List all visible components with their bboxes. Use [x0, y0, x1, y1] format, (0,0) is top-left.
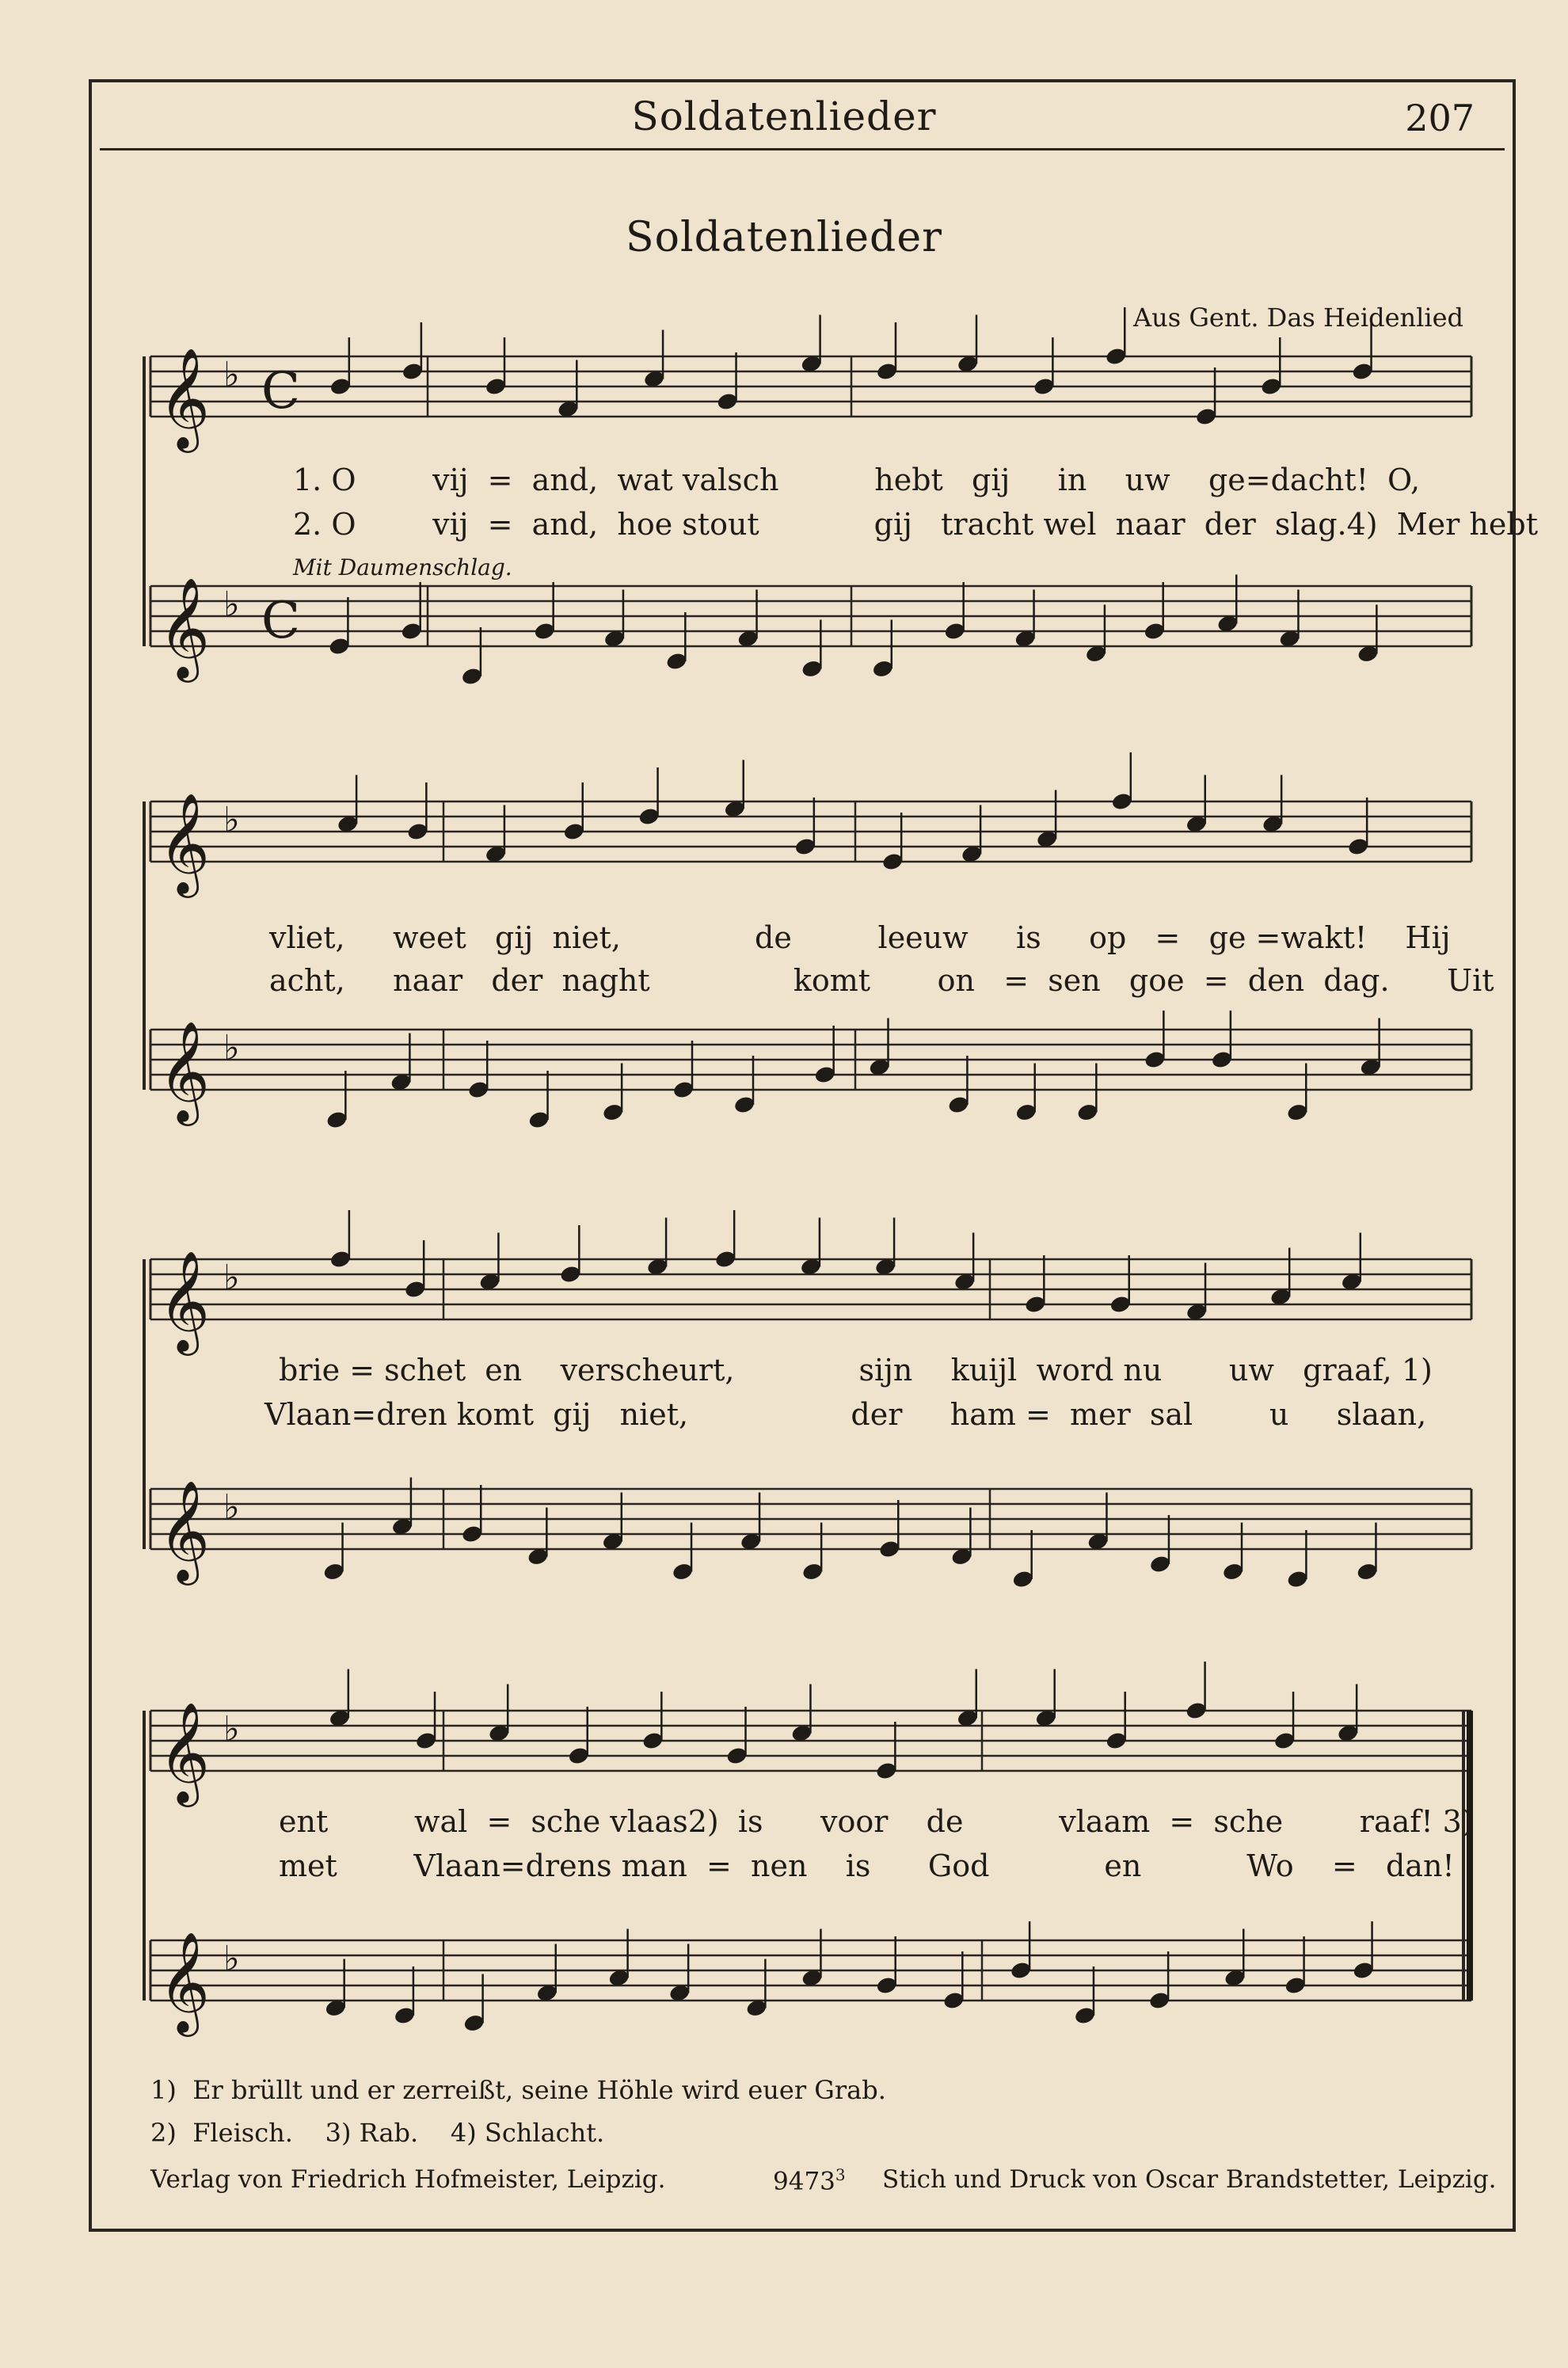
system2-verse2: acht, naar der naght komt on = sen goe = den dag. Uit — [269, 963, 1494, 998]
common-time-icon: C — [261, 592, 300, 650]
staff — [150, 1940, 1471, 2001]
treble-clef-icon: 𝄞 — [158, 347, 211, 448]
treble-clef-icon: 𝄞 — [158, 1250, 211, 1351]
final-barline — [1467, 1711, 1473, 2001]
treble-clef-icon: 𝄞 — [158, 1020, 211, 1121]
system3-verse1: brie = schet en verscheurt, sijn kuijl word nu uw graaf, 1) — [279, 1353, 1433, 1388]
staff — [144, 356, 1471, 646]
flat-icon: ♭ — [223, 584, 240, 625]
system4-verse1: ent wal = sche vlaas2) is voor de vlaam = sche raaf! 3) — [279, 1804, 1474, 1839]
printer-imprint: Stich und Druck von Oscar Brandstetter, Leipzig. — [882, 2165, 1497, 2194]
footnote-1: 1) Er brüllt und er zerreißt, seine Höhle wird euer Grab. — [150, 2075, 886, 2105]
common-time-icon: C — [261, 362, 300, 421]
system1-verse1: 1. O vij = and, wat valsch hebt gij in uw ge=dacht! O, — [293, 463, 1421, 497]
flat-icon: ♭ — [223, 355, 240, 395]
treble-clef-icon: 𝄞 — [158, 792, 211, 893]
system3-verse2: Vlaan=dren komt gij niet, der ham = mer sal u slaan, — [265, 1397, 1427, 1432]
flat-icon: ♭ — [223, 1939, 240, 1979]
staff — [150, 1489, 1471, 1549]
flat-icon: ♭ — [223, 1028, 240, 1068]
page-number: 207 — [1405, 97, 1475, 139]
song-title: Soldatenlieder — [626, 214, 942, 261]
footnote-2: 2) Fleisch. 3) Rab. 4) Schlacht. — [150, 2118, 605, 2148]
running-title: Soldatenlieder — [631, 93, 937, 139]
accompaniment-instruction: Mit Daumenschlag. — [293, 554, 512, 581]
flat-icon: ♭ — [223, 1487, 240, 1528]
system2-verse1: vliet, weet gij niet, de leeuw is op = ge =wakt! Hij — [269, 920, 1451, 955]
treble-clef-icon: 𝄞 — [158, 1931, 211, 2032]
flat-icon: ♭ — [223, 1258, 240, 1298]
system1-verse2: 2. O vij = and, hoe stout gij tracht wel naar der slag.4) Mer hebt — [293, 507, 1538, 542]
plate-number: 9473$^3$ — [773, 2165, 846, 2196]
flat-icon: ♭ — [223, 800, 240, 840]
source-attribution: Aus Gent. Das Heidenlied — [1133, 303, 1463, 333]
staff — [150, 1030, 1471, 1090]
treble-clef-icon: 𝄞 — [158, 1701, 211, 1803]
treble-clef-icon: 𝄞 — [158, 1479, 211, 1581]
flat-icon: ♭ — [223, 1709, 240, 1749]
treble-clef-icon: 𝄞 — [158, 577, 211, 678]
publisher-imprint: Verlag von Friedrich Hofmeister, Leipzig. — [150, 2165, 666, 2194]
system4-verse2: met Vlaan=drens man = nen is God en Wo = dan! — [279, 1848, 1455, 1883]
